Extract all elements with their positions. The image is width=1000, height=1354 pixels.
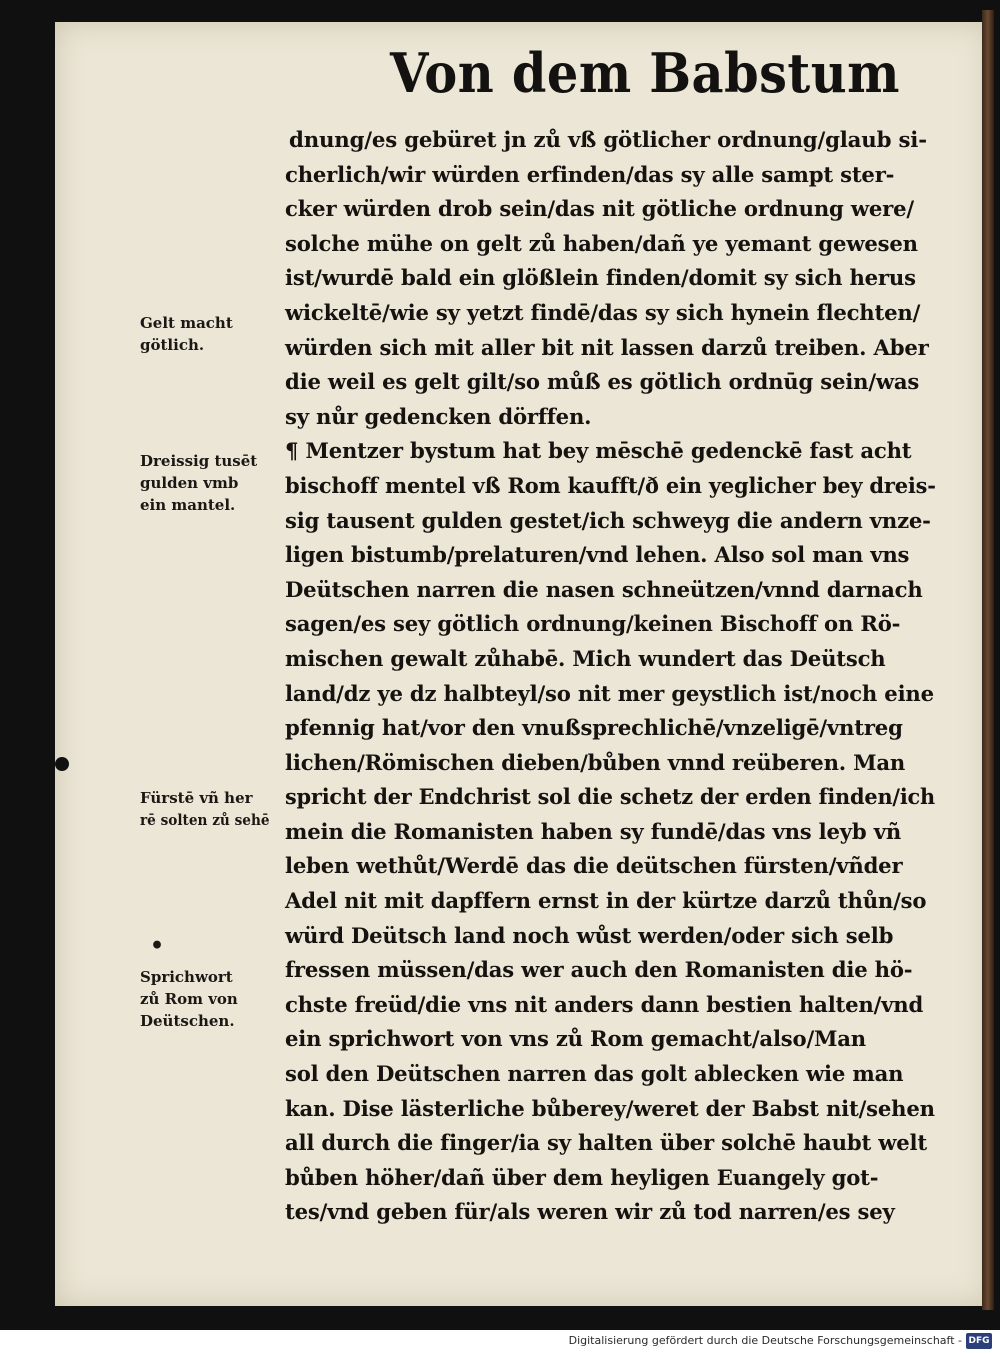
text-line: dnung/es gebüret jn zů vß götlicher ordnung/glaub si- (289, 128, 927, 153)
margin-note-sprichwort (140, 966, 270, 1032)
text-line: bůben höher/dañ über dem heyligen Euangely got- (285, 1165, 879, 1191)
text-line: solche mühe on gelt zů haben/dañ ye yemant gewesen (285, 231, 918, 257)
dfg-logo: DFG (966, 1333, 992, 1349)
text-line: würden sich mit aller bit nit lassen darzů treiben. Aber (285, 335, 929, 361)
footer-bar (0, 1330, 1000, 1354)
text-line: sig tausent gulden gestet/ich schweyg die andern vnze- (285, 508, 931, 534)
text-line: mein die Romanisten haben sy fundē/das vns leyb vñ (285, 819, 902, 845)
text-line: die weil es gelt gilt/so můß es götlich ordnūg sein/was (285, 370, 920, 396)
text-line: lichen/Römischen dieben/bůben vnnd reüberen. Man (285, 750, 906, 776)
text-line: all durch die finger/ia sy halten über solchē haubt welt (285, 1131, 927, 1157)
text-line: Deütschen narren die nasen schneützen/vnnd darnach (285, 577, 923, 603)
text-line: wickeltē/wie sy yetzt findē/das sy sich hynein flechten/ (285, 300, 921, 326)
text-line: bischoff mentel vß Rom kaufft/ð ein yeglicher bey dreis- (285, 473, 936, 499)
margin-bullet (150, 935, 280, 957)
text-line: ligen bistumb/prelaturen/vnd lehen. Also sol man vns (285, 543, 910, 569)
book-edge (982, 10, 994, 1310)
margin-note-line: Deütschen. (140, 1012, 235, 1030)
margin-note-line: rē solten zů sehē (140, 811, 270, 829)
text-line: Adel nit mit dapffern ernst in der kürtze darzů thůn/so (285, 889, 927, 915)
margin-note-gelt (140, 312, 270, 356)
text-line: kan. Dise lästerliche bůberey/weret der Babst nit/sehen (285, 1096, 935, 1122)
margin-note-dreissig (140, 450, 270, 516)
margin-note-line: götlich. (140, 336, 205, 354)
text-line: chste freüd/die vns nit anders dann bestien halten/vnd (285, 992, 924, 1018)
binding-hole (55, 757, 69, 771)
margin-note-line: ein mantel. (140, 496, 236, 514)
text-line: land/dz ye dz halbteyl/so nit mer geystlich ist/noch eine (285, 681, 934, 707)
text-line: ein sprichwort von vns zů Rom gemacht/also/Man (285, 1027, 866, 1053)
text-line: leben wethůt/Werdē das die deütschen fürsten/vñder (285, 854, 903, 880)
bullet-mark: • (150, 933, 165, 959)
main-text-block (285, 124, 945, 1231)
funding-credit: Digitalisierung gefördert durch die Deutsche Forschungsgemeinschaft - (568, 1334, 962, 1347)
text-line: sol den Deütschen narren das golt ablecken wie man (285, 1062, 904, 1088)
text-line: sy nůr gedencken dörffen. (285, 404, 592, 430)
margin-note-line: gulden vmb (140, 474, 239, 492)
margin-note-line: Sprichwort (140, 968, 233, 986)
running-header: Von dem Babstum (390, 41, 900, 105)
margin-note-fuersten (140, 787, 270, 831)
text-line: cherlich/wir würden erfinden/das sy alle sampt ster- (285, 162, 895, 188)
text-line: fressen müssen/das wer auch den Romanisten die hö- (285, 958, 913, 984)
text-line: pfennig hat/vor den vnußsprechlichē/vnzeligē/vntreg (285, 716, 903, 742)
text-line: ist/wurdē bald ein glößlein finden/domit sy sich herus (285, 266, 916, 292)
text-line: cker würden drob sein/das nit götliche ordnung were/ (285, 197, 914, 223)
margin-note-line: Gelt macht (140, 314, 233, 332)
margin-note-line: Dreissig tusēt (140, 452, 258, 470)
text-line: mischen gewalt zůhabē. Mich wundert das Deütsch (285, 646, 886, 672)
margin-note-line: zů Rom von (140, 990, 238, 1008)
text-line: tes/vnd geben für/als weren wir zů tod narren/es sey (285, 1200, 895, 1226)
text-line: würd Deütsch land noch wůst werden/oder sich selb (285, 923, 894, 949)
text-line: ¶ Mentzer bystum hat bey mēschē gedenckē fast acht (285, 439, 912, 465)
text-line: spricht der Endchrist sol die schetz der erden finden/ich (285, 785, 935, 811)
text-line: sagen/es sey götlich ordnung/keinen Bischoff on Rö- (285, 612, 901, 638)
margin-note-line: Fürstē vñ her (140, 789, 253, 807)
